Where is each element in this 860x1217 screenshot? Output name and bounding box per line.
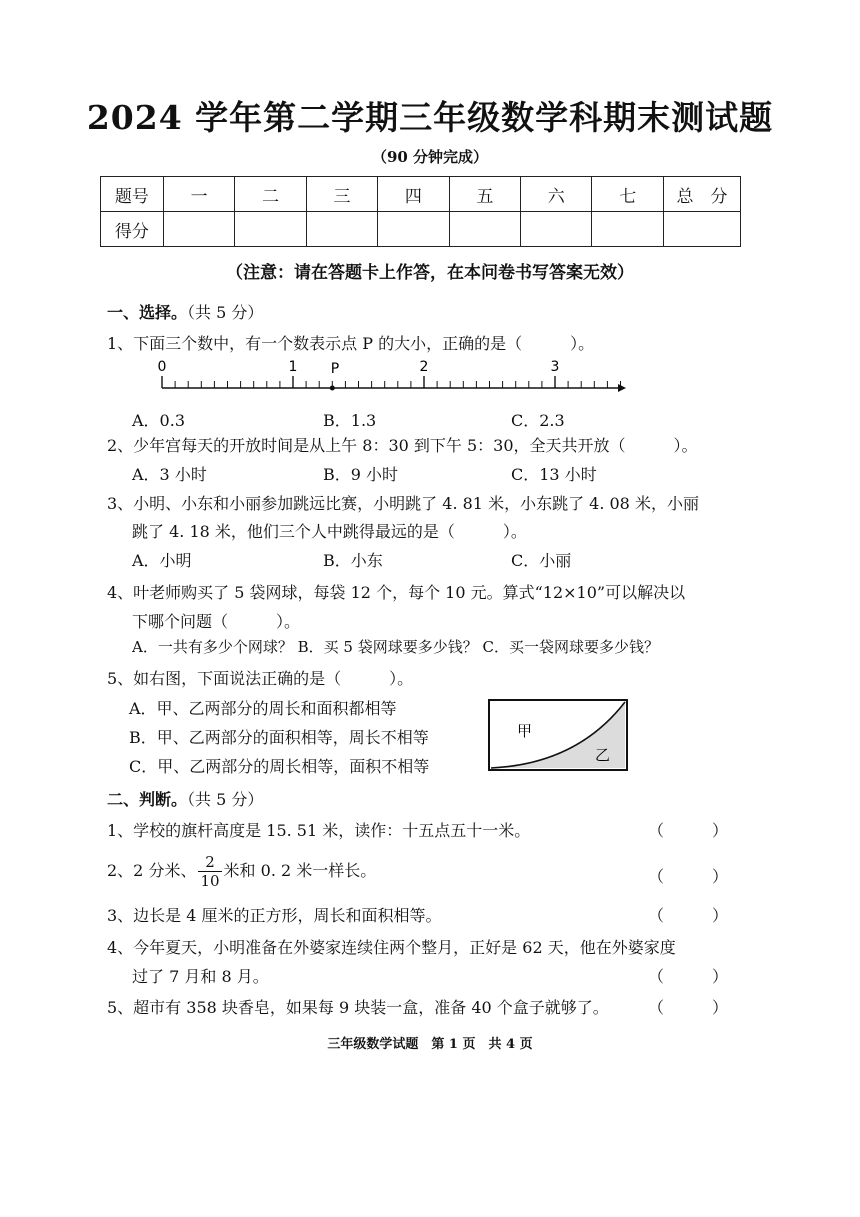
score-cell[interactable] bbox=[163, 212, 234, 247]
judge-5-blank[interactable]: （ ） bbox=[648, 998, 729, 1017]
question-3: 3、小明、小东和小丽参加跳远比赛，小明跳了 4. 81 米，小东跳了 4. 08 米，小丽 bbox=[107, 494, 699, 513]
page-title: 2024 学年第二学期三年级数学科期末测试题 bbox=[86, 98, 774, 137]
q5-option-c: C．甲、乙两部分的周长相等，面积不相等 bbox=[129, 757, 430, 776]
number-line bbox=[140, 355, 630, 401]
score-cell[interactable] bbox=[592, 212, 663, 247]
q1-option-c: C．2.3 bbox=[511, 411, 565, 430]
q3-option-a: A．小明 bbox=[132, 551, 192, 570]
score-cell[interactable] bbox=[306, 212, 377, 247]
judge-1: 1、学校的旗杆高度是 15. 51 米，读作：十五点五十一米。 bbox=[107, 821, 531, 840]
question-4: 4、叶老师购买了 5 袋网球，每袋 12 个，每个 10 元。算式“12×10”可以解决以 bbox=[107, 583, 686, 602]
score-cell[interactable] bbox=[521, 212, 592, 247]
score-header-cell: 七 bbox=[592, 177, 663, 212]
q2-option-b: B．9 小时 bbox=[323, 465, 399, 484]
number-line-label-0: 0 bbox=[157, 359, 167, 375]
score-table-score-row bbox=[101, 212, 741, 247]
section-points: （共 5 分） bbox=[187, 303, 264, 322]
q3-option-b: B．小东 bbox=[323, 551, 383, 570]
judge-1-blank[interactable]: （ ） bbox=[648, 821, 729, 840]
exam-duration: （90 分钟完成） bbox=[371, 148, 489, 166]
question-3-cont: 跳了 4. 18 米，他们三个人中跳得最远的是（ ）。 bbox=[132, 522, 527, 541]
score-row-label: 得分 bbox=[101, 212, 164, 247]
q1-option-a: A．0.3 bbox=[132, 411, 186, 430]
score-header-cell: 题号 bbox=[101, 177, 164, 212]
question-4-cont: 下哪个问题（ ）。 bbox=[132, 612, 301, 631]
q2-option-a: A．3 小时 bbox=[132, 465, 207, 484]
q5-option-b: B．甲、乙两部分的面积相等，周长不相等 bbox=[129, 728, 429, 747]
judge-2-suffix: 米和 0. 2 米一样长。 bbox=[223, 861, 377, 880]
q2-option-c: C．13 小时 bbox=[511, 465, 597, 484]
figure-label-yi: 乙 bbox=[595, 746, 611, 764]
notice: （注意：请在答题卡上作答，在本问卷书写答案无效） bbox=[226, 263, 634, 283]
q3-option-c: C．小丽 bbox=[511, 551, 572, 570]
score-header-cell: 总 分 bbox=[663, 177, 740, 212]
score-header-cell: 六 bbox=[521, 177, 592, 212]
score-table bbox=[100, 176, 741, 247]
q4-options: A．一共有多少个网球？ B．买 5 袋网球要多少钱？ C．买一袋网球要多少钱？ bbox=[132, 638, 659, 656]
judge-3: 3、边长是 4 厘米的正方形，周长和面积相等。 bbox=[107, 906, 442, 925]
judge-2 bbox=[107, 853, 376, 890]
score-cell[interactable] bbox=[663, 212, 740, 247]
fraction-numerator: 2 bbox=[198, 853, 221, 872]
judge-3-blank[interactable]: （ ） bbox=[648, 906, 729, 925]
number-line-label-2: 2 bbox=[419, 359, 429, 375]
question-1: 1、下面三个数中，有一个数表示点 P 的大小，正确的是（ ）。 bbox=[107, 334, 595, 353]
judge-4-blank[interactable]: （ ） bbox=[648, 967, 729, 986]
score-table-header-row bbox=[101, 177, 741, 212]
judge-4-cont: 过了 7 月和 8 月。 bbox=[132, 967, 269, 986]
number-line-arrow bbox=[618, 384, 626, 392]
score-cell[interactable] bbox=[378, 212, 449, 247]
number-line-label-3: 3 bbox=[550, 359, 560, 375]
judge-4: 4、今年夏天，小明准备在外婆家连续住两个整月，正好是 62 天，他在外婆家度 bbox=[107, 938, 676, 957]
score-cell[interactable] bbox=[235, 212, 306, 247]
fraction bbox=[198, 853, 221, 890]
judge-5: 5、超市有 358 块香皂，如果每 9 块装一盒，准备 40 个盒子就够了。 bbox=[107, 998, 609, 1017]
number-line-label-p: P bbox=[330, 361, 340, 377]
number-line-label-1: 1 bbox=[288, 359, 298, 375]
score-header-cell: 三 bbox=[306, 177, 377, 212]
q5-option-a: A．甲、乙两部分的周长和面积都相等 bbox=[129, 699, 397, 718]
judge-2-prefix: 2、2 分米、 bbox=[107, 861, 197, 880]
score-header-cell: 一 bbox=[163, 177, 234, 212]
score-cell[interactable] bbox=[449, 212, 520, 247]
judge-2-blank[interactable]: （ ） bbox=[648, 867, 729, 886]
question-2: 2、少年宫每天的开放时间是从上午 8：30 到下午 5：30，全天共开放（ ）。 bbox=[107, 436, 698, 455]
section-title: 二、判断。 bbox=[107, 790, 188, 809]
figure-label-jia: 甲 bbox=[517, 722, 533, 740]
score-header-cell: 二 bbox=[235, 177, 306, 212]
q5-figure bbox=[487, 698, 629, 774]
section-heading bbox=[107, 787, 263, 810]
score-header-cell: 五 bbox=[449, 177, 520, 212]
section-points: （共 5 分） bbox=[187, 790, 264, 809]
section-title: 一、选择。 bbox=[107, 303, 188, 322]
section-heading bbox=[107, 300, 263, 323]
q1-option-b: B．1.3 bbox=[323, 411, 377, 430]
question-5: 5、如右图，下面说法正确的是（ ）。 bbox=[107, 669, 414, 688]
score-header-cell: 四 bbox=[378, 177, 449, 212]
page-footer: 三年级数学试题 第 1 页 共 4 页 bbox=[327, 1037, 533, 1052]
fraction-denominator: 10 bbox=[200, 872, 220, 890]
